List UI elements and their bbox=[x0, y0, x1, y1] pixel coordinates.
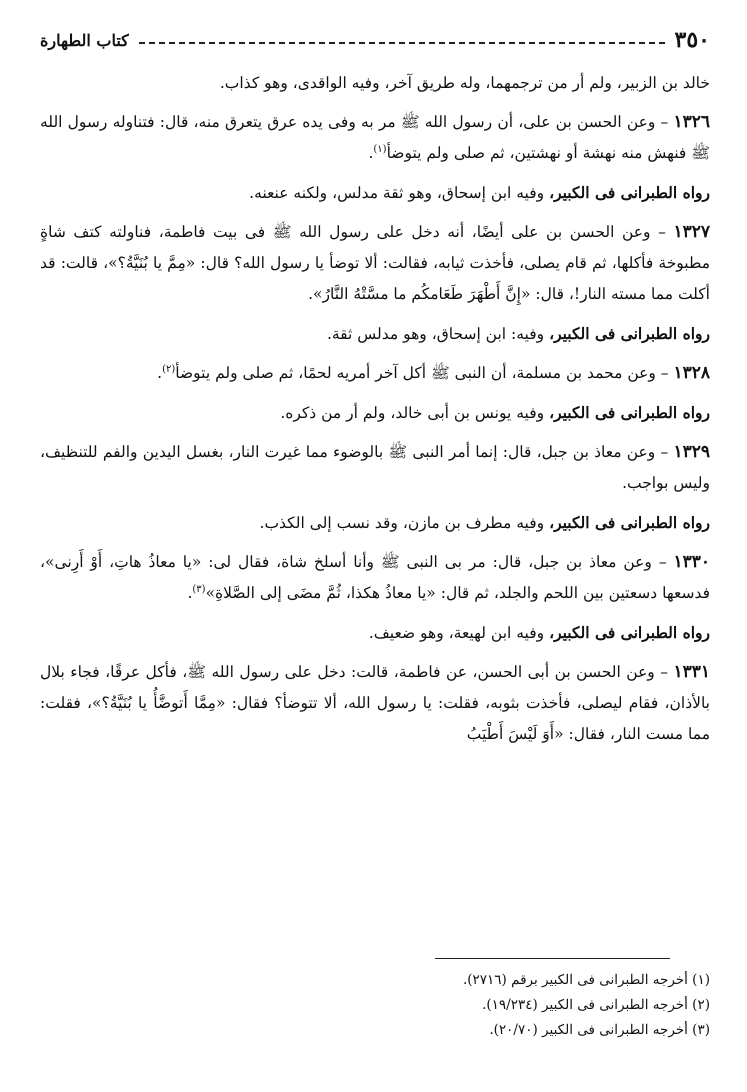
footnotes bbox=[70, 968, 710, 1043]
hadith-number: ١٣٣١ bbox=[673, 662, 710, 682]
source-note: رواه الطبرانى فى الكبير، وفيه ابن لهيعة، وهو ضعيف. bbox=[368, 623, 710, 642]
hadith-number: ١٣٢٦ bbox=[673, 112, 710, 132]
source-note: رواه الطبرانى فى الكبير، وفيه مطرف بن مازن، وقد نسب إلى الكذب. bbox=[259, 513, 710, 532]
source-label: رواه الطبرانى فى الكبير، bbox=[549, 623, 710, 642]
hadith-1331 bbox=[40, 657, 710, 750]
page-number: ٣٥٠ bbox=[674, 27, 710, 53]
hadith-number: ١٣٢٨ bbox=[673, 363, 710, 383]
source-note: رواه الطبرانى فى الكبير، وفيه: ابن إسحاق، وهو مدلس ثقة. bbox=[326, 324, 710, 343]
source-label: رواه الطبرانى فى الكبير، bbox=[549, 324, 710, 343]
footnote-ref: (٢) bbox=[162, 363, 176, 375]
hadith-text: – وعن محمد بن مسلمة، أن النبى ﷺ أكل آخر أمريه لحمًا، ثم صلى ولم يتوضأ bbox=[175, 364, 674, 382]
hadith-1329 bbox=[40, 437, 710, 499]
header-dash-line bbox=[139, 42, 665, 44]
hadith-text: – وعن الحسن بن على، أن رسول الله ﷺ مر به وفى يده عرق يتعرق منه، قال: فتناوله رسول الله ﷺ فنهش منه نهشة أو نهشتين، ثم صلى ولم يتوضأ bbox=[40, 113, 710, 162]
hadith-1326: ١٣٢٦ – وعن الحسن بن على، أن رسول الله ﷺ مر به وفى يده عرق يتعرق منه، قال: فتناوله رسول الله ﷺ فنهش منه نهشة أو نهشتين، ثم صلى ولم يتوضأ$^{(١)}$. bbox=[40, 112, 710, 162]
hadith-text: – وعن معاذ بن جبل، قال: إنما أمر النبى ﷺ بالوضوء مما غيرت النار، بغسل اليدين والفم للتنظيف، وليس بواجب. bbox=[40, 443, 710, 492]
footnote-2: (٢) أخرجه الطبرانى فى الكبير (١٩/٢٣٤). bbox=[482, 997, 710, 1013]
hadith-number: ١٣٢٧ bbox=[673, 222, 710, 242]
hadith-1328: ١٣٢٨ – وعن محمد بن مسلمة، أن النبى ﷺ أكل آخر أمريه لحمًا، ثم صلى ولم يتوضأ$^{(٢)}$. bbox=[157, 363, 710, 383]
source-label: رواه الطبرانى فى الكبير، bbox=[549, 513, 710, 532]
hadith-text: – وعن معاذ بن جبل، قال: مر بى النبى ﷺ وأنا أسلخ شاة، فقال لى: «يا معاذُ هاتِ، أَوْ أَرِنى»، فدسعها دسعتين بين اللحم والجلد، ثم قال: «يا معاذُ هكذا، ثُمَّ مضَى إلى الصَّلاةِ» bbox=[40, 553, 710, 602]
paragraph: خالد بن الزبير، ولم أر من ترجمهما، وله طريق آخر، وفيه الواقدى، وهو كذاب. bbox=[219, 74, 710, 92]
hadith-number: ١٣٣٠ bbox=[673, 552, 710, 572]
hadith-1330: ١٣٣٠ – وعن معاذ بن جبل، قال: مر بى النبى ﷺ وأنا أسلخ شاة، فقال لى: «يا معاذُ هاتِ، أَوْ أَرِنى»، فدسعها دسعتين بين اللحم والجلد، ثم قال: «يا معاذُ هكذا، ثُمَّ مضَى إلى الصَّلاةِ»$^{(٣)}$. bbox=[40, 552, 710, 602]
footnote-1: (١) أخرجه الطبرانى فى الكبير برقم (٢٧١٦). bbox=[462, 972, 710, 988]
page-body bbox=[40, 20, 710, 750]
source-note: رواه الطبرانى فى الكبير، وفيه ابن إسحاق، وهو ثقة مدلس، ولكنه عنعنه. bbox=[249, 183, 710, 202]
footnote-3: (٣) أخرجه الطبرانى فى الكبير (٢٠/٧٠). bbox=[489, 1022, 710, 1038]
source-note: رواه الطبرانى فى الكبير، وفيه يونس بن أبى خالد، ولم أر من ذكره. bbox=[280, 403, 710, 422]
running-header bbox=[40, 20, 710, 60]
source-label: رواه الطبرانى فى الكبير، bbox=[549, 183, 710, 202]
footnote-ref: (٣) bbox=[192, 583, 206, 595]
source-label: رواه الطبرانى فى الكبير، bbox=[549, 403, 710, 422]
footnote-ref: (١) bbox=[373, 143, 387, 155]
hadith-text: – وعن الحسن بن على أيضًا، أنه دخل على رسول الله ﷺ فى بيت فاطمة، فناولته كتف شاةٍ مطبوخة فأكلها، ثم قام يصلى، فأخذت ثيابه، فقالت: ألا توضأ يا رسول الله؟ قال: «مِمَّ يا بُنَيَّةُ؟»، قالت: قد أكلت مما مسته النار!، قال: «إِنَّ أَطْهَرَ طَعَامكُم ما مسَّتْهُ النَّارُ». bbox=[40, 223, 710, 303]
footnote-divider bbox=[435, 958, 670, 959]
hadith-number: ١٣٢٩ bbox=[673, 442, 710, 462]
book-title: كتاب الطهارة bbox=[40, 30, 129, 50]
hadith-text: – وعن الحسن بن أبى الحسن، عن فاطمة، قالت: دخل على رسول الله ﷺ، فأكل عرقًا، فجاء بلال بالأذان، فقام ليصلى، فأخذت بثوبه، فقلت: يا رسول الله، ألا تتوضأ؟ فقال: «مِمَّا أَتوضَّأُ يا بُنَيَّةُ؟»، فقلت: مما مست النار، فقال: «أَوَ لَيْسَ أَطْيَبُ bbox=[40, 663, 710, 743]
hadith-1327 bbox=[40, 217, 710, 310]
